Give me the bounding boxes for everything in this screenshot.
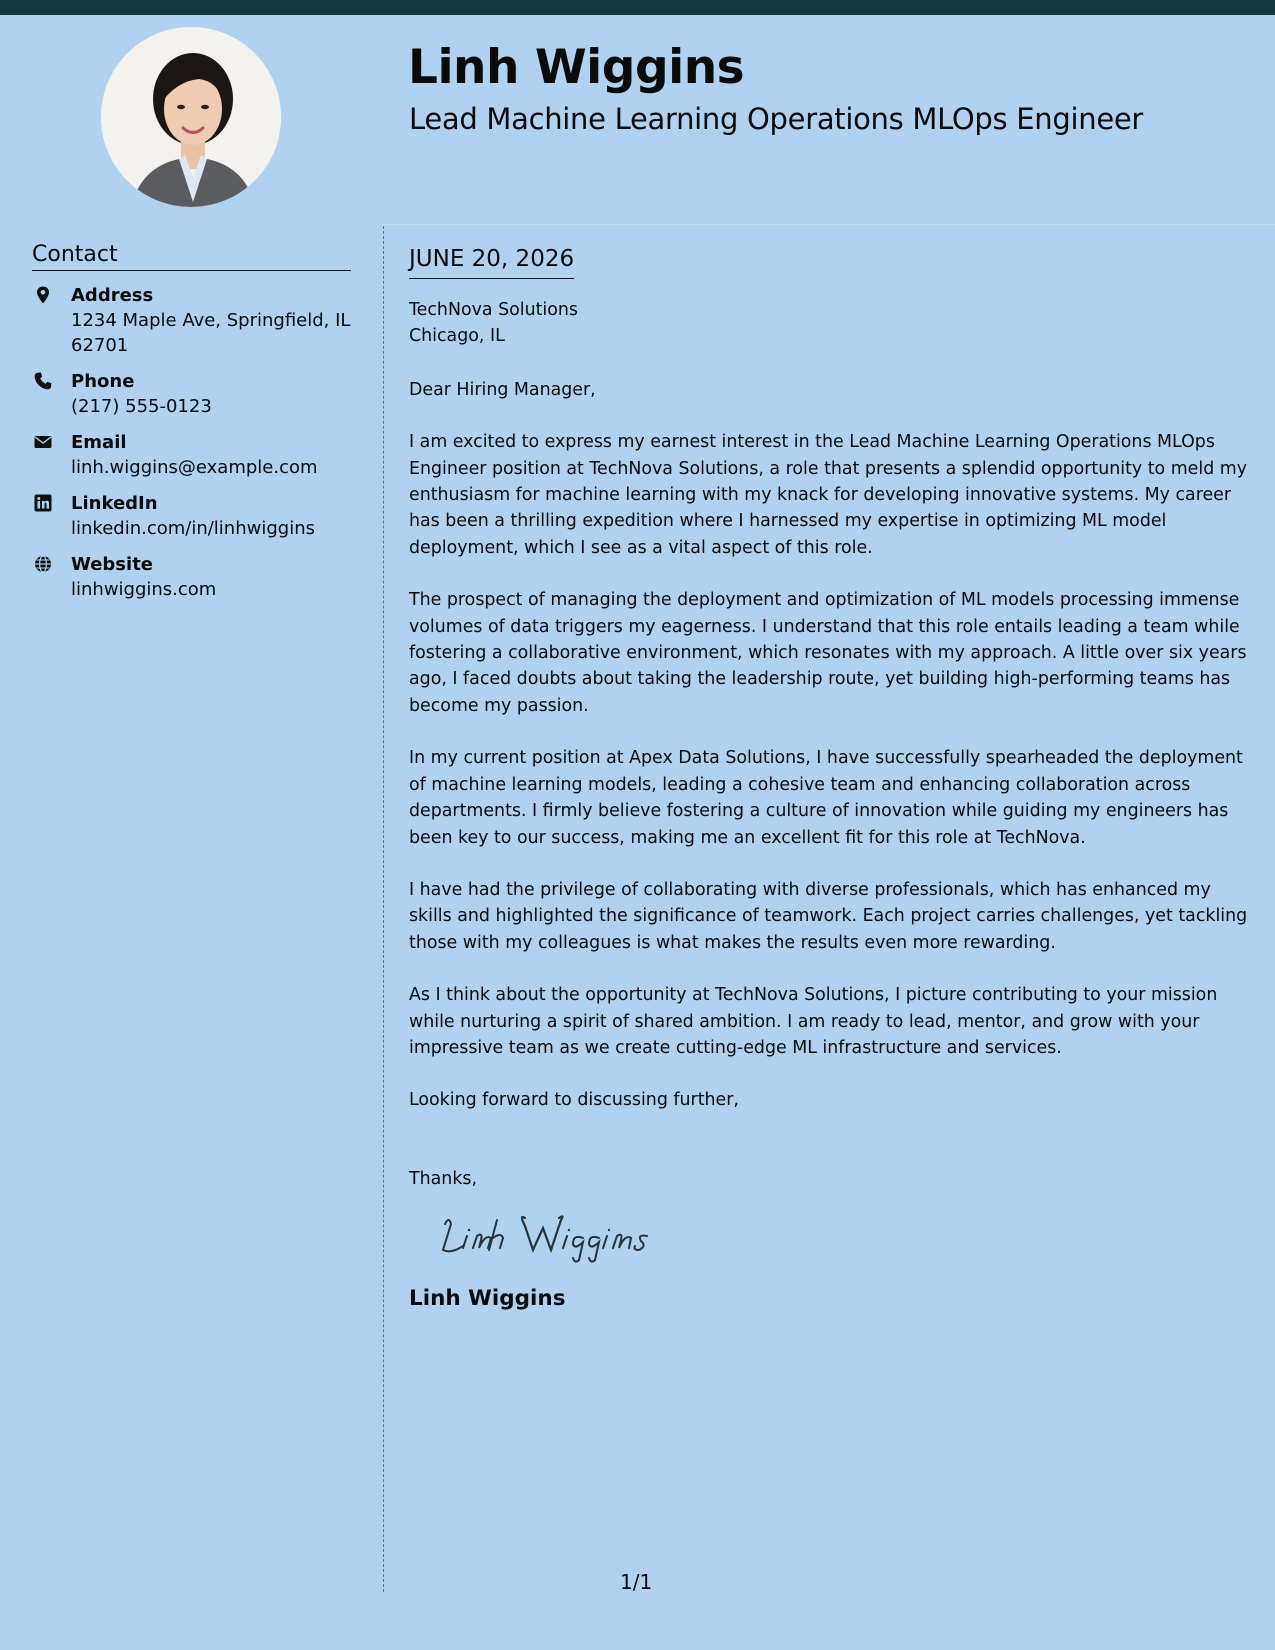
contact-item-address: [32, 283, 352, 358]
page-number: 1/1: [620, 1570, 653, 1594]
contact-list: [32, 283, 352, 613]
contact-label: Address: [71, 285, 154, 306]
letter-paragraph: As I think about the opportunity at TechNova Solutions, I picture contributing to your mission while nurturing a spirit of shared ambition. I am ready to lead, mentor, and grow with your impressive team as we create cutting-edge ML infrastructure and services.: [409, 985, 1218, 1058]
location-pin-icon: [34, 286, 52, 304]
letter-paragraph: I am excited to express my earnest interest in the Lead Machine Learning Operations MLOps Engineer position at TechNova Solutions, a role that presents a splendid opportunity to meld my enthusiasm for machine learning with my knack for developing innovative systems. My career has been a thrilling expedition where I harnessed my expertise in optimizing ML model deployment, which I see as a vital aspect of this role.: [409, 432, 1247, 558]
letter-body: [409, 243, 1249, 1314]
contact-heading: Contact: [32, 240, 351, 271]
salutation: Dear Hiring Manager,: [409, 379, 596, 400]
contact-label: Email: [71, 432, 127, 453]
letter-date: JUNE 20, 2026: [409, 243, 574, 279]
email-value[interactable]: linh.wiggins@example.com: [71, 457, 318, 478]
linkedin-value[interactable]: linkedin.com/in/linhwiggins: [71, 518, 315, 539]
letter-paragraph: The prospect of managing the deployment and optimization of ML models processing immense volumes of data triggers my eagerness. I understand that this role entails leading a team while fostering a collaborative environment, which resonates with my approach. A little over six years ago, I faced doubts about taking the leadership route, yet building high-performing teams has become my passion.: [409, 590, 1247, 716]
contact-item-email: [32, 430, 352, 480]
signer-name: Linh Wiggins: [409, 1286, 566, 1312]
globe-icon: [34, 555, 52, 573]
envelope-icon: [34, 433, 52, 451]
recipient-block: [409, 297, 1249, 350]
handwritten-signature: [433, 1206, 1249, 1276]
recipient-location: Chicago, IL: [409, 326, 505, 347]
phone-icon: [34, 372, 52, 390]
contact-label: Website: [71, 554, 154, 575]
contact-item-website: [32, 552, 352, 602]
letter-paragraph: In my current position at Apex Data Solutions, I have successfully spearheaded the deployment of machine learning models, leading a cohesive team and enhancing collaboration across departments. I firmly believe fostering a culture of innovation while guiding my engineers has been key to our success, making me an excellent fit for this role at TechNova.: [409, 748, 1243, 848]
letter-paragraph: I have had the privilege of collaborating with diverse professionals, which has enhanced my skills and highlighted the significance of teamwork. Each project carries challenges, yet tackling those with my colleagues is what makes the results even more rewarding.: [409, 879, 1248, 953]
phone-value: (217) 555-0123: [71, 396, 212, 417]
top-accent-bar: [0, 0, 1275, 15]
contact-item-linkedin: [32, 491, 352, 541]
closing-line: Looking forward to discussing further,: [409, 1090, 739, 1111]
linkedin-icon: [34, 494, 52, 512]
candidate-job-title: Lead Machine Learning Operations MLOps Engineer: [409, 102, 1144, 136]
profile-photo: [101, 27, 281, 207]
address-value: 1234 Maple Ave, Springfield, IL 62701: [71, 310, 351, 356]
contact-label: LinkedIn: [71, 493, 158, 514]
header-divider: [383, 224, 1275, 225]
candidate-name: Linh Wiggins: [408, 40, 745, 95]
contact-label: Phone: [71, 371, 135, 392]
contact-item-phone: [32, 369, 352, 419]
recipient-company: TechNova Solutions: [409, 300, 578, 320]
column-divider: [383, 226, 384, 1592]
website-value[interactable]: linhwiggins.com: [71, 579, 217, 600]
sign-off: Thanks,: [409, 1168, 477, 1189]
